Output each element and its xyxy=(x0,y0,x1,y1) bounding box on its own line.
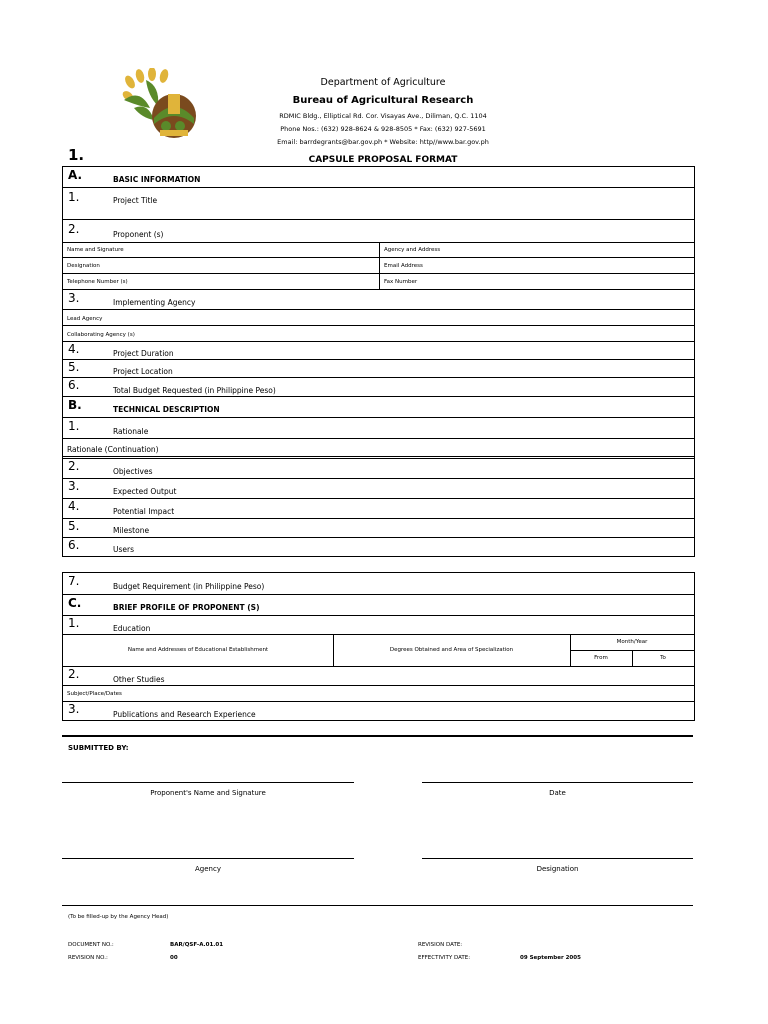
proponent-row xyxy=(63,220,694,243)
field-label: Total Budget Requested (in Philippine Peso) xyxy=(113,386,276,395)
name-signature-label: Name and Signature xyxy=(67,247,124,253)
project-duration-field[interactable] xyxy=(63,342,694,360)
email-address-label: Email Address xyxy=(384,263,423,269)
rev-no-value: 00 xyxy=(170,955,178,961)
proposal-form-part-2 xyxy=(62,572,695,721)
section-letter: C. xyxy=(68,596,82,610)
section-heading: BASIC INFORMATION xyxy=(113,175,201,184)
column-divider xyxy=(379,243,380,257)
section-b-header xyxy=(63,397,694,418)
designation-caption: Designation xyxy=(536,865,579,873)
proposal-form-part-1 xyxy=(62,166,695,557)
proponent-telephone-row[interactable] xyxy=(63,274,694,290)
submitted-divider xyxy=(62,735,693,737)
column-divider xyxy=(379,258,380,273)
field-label: Rationale (Continuation) xyxy=(67,445,159,454)
milestone-field[interactable] xyxy=(63,519,694,538)
field-label: Implementing Agency xyxy=(113,298,196,307)
degrees-column-header: Degrees Obtained and Area of Specialization xyxy=(389,647,514,653)
agency-address-label: Agency and Address xyxy=(384,247,441,253)
field-label: Rationale xyxy=(113,427,149,436)
bar-logo xyxy=(120,68,200,140)
item-number: 3. xyxy=(68,702,80,716)
section-heading: BRIEF PROFILE OF PROPONENT (S) xyxy=(113,603,260,612)
field-label: Project Location xyxy=(113,367,173,376)
fax-label: Fax Number xyxy=(384,279,418,285)
field-label: Budget Requirement (in Philippine Peso) xyxy=(113,582,265,591)
bureau-name: Bureau of Agricultural Research xyxy=(292,95,474,106)
subject-place-dates-label: Subject/Place/Dates xyxy=(67,691,122,697)
field-label: Other Studies xyxy=(113,675,165,684)
lead-agency-row[interactable] xyxy=(63,310,694,326)
project-title-field[interactable] xyxy=(63,188,694,220)
designation-line[interactable] xyxy=(422,858,693,859)
date-caption: Date xyxy=(549,789,566,797)
telephone-label: Telephone Number (s) xyxy=(67,279,128,285)
section-heading: TECHNICAL DESCRIPTION xyxy=(113,405,220,414)
item-number: 2. xyxy=(68,459,80,473)
agency-caption: Agency xyxy=(195,865,221,873)
rev-no-label: REVISION NO.: xyxy=(68,955,108,961)
field-label: Project Title xyxy=(113,196,158,205)
proponent-signature-line[interactable] xyxy=(62,782,354,783)
submitted-by-heading: SUBMITTED BY: xyxy=(68,744,129,752)
rationale-continuation-field[interactable] xyxy=(63,439,694,459)
potential-impact-field[interactable] xyxy=(63,499,694,519)
section-c-header xyxy=(63,595,694,616)
field-label: Objectives xyxy=(113,467,153,476)
collaborating-agency-label: Collaborating Agency (s) xyxy=(67,332,135,338)
item-number: 1. xyxy=(68,616,80,630)
proponent-name-row[interactable] xyxy=(63,243,694,258)
item-number: 3. xyxy=(68,479,80,493)
total-budget-field[interactable] xyxy=(63,378,694,397)
form-title: CAPSULE PROPOSAL FORMAT xyxy=(308,155,458,165)
education-row xyxy=(63,616,694,635)
month-year-header xyxy=(570,635,694,651)
budget-requirement-field[interactable] xyxy=(63,573,694,595)
month-year-label: Month/Year xyxy=(616,639,648,645)
eff-date-label: EFFECTIVITY DATE: xyxy=(418,955,471,961)
section-a-header xyxy=(63,167,694,188)
doc-no-value: BAR/QSF-A.01.01 xyxy=(170,942,224,948)
item-number: 5. xyxy=(68,519,80,533)
proponent-caption: Proponent's Name and Signature xyxy=(150,789,266,797)
item-number: 2. xyxy=(68,222,80,236)
form-number: 1. xyxy=(68,146,85,164)
field-label: Education xyxy=(113,624,151,633)
item-number: 7. xyxy=(68,574,80,588)
education-table-header xyxy=(63,635,694,667)
item-number: 3. xyxy=(68,291,80,305)
collaborating-agency-row[interactable] xyxy=(63,326,694,342)
field-label: Users xyxy=(113,545,135,554)
subject-place-dates-row[interactable] xyxy=(63,686,694,702)
item-number: 1. xyxy=(68,190,80,204)
department-name: Department of Agriculture xyxy=(320,77,446,88)
project-location-field[interactable] xyxy=(63,360,694,378)
item-number: 5. xyxy=(68,360,80,374)
column-divider xyxy=(379,274,380,289)
bureau-email: Email: barrdegrants@bar.gov.ph * Website: http//www.bar.gov.ph xyxy=(277,138,489,146)
designation-label: Designation xyxy=(67,263,100,269)
agency-head-note: (To be filled-up by the Agency Head) xyxy=(68,914,169,920)
eff-date-value: 09 September 2005 xyxy=(520,955,581,961)
lead-agency-label: Lead Agency xyxy=(67,316,103,322)
section-letter: B. xyxy=(68,398,82,412)
users-field[interactable] xyxy=(63,538,694,557)
field-label: Milestone xyxy=(113,526,150,535)
proponent-designation-row[interactable] xyxy=(63,258,694,274)
field-label: Publications and Research Experience xyxy=(113,710,256,719)
agency-line[interactable] xyxy=(62,858,354,859)
to-column-header: To xyxy=(660,655,666,661)
rev-date-label: REVISION DATE: xyxy=(418,942,463,948)
other-studies-row xyxy=(63,667,694,686)
institution-column-header: Name and Addresses of Educational Establishment xyxy=(127,647,269,653)
implementing-agency-row xyxy=(63,290,694,310)
rationale-field[interactable] xyxy=(63,418,694,439)
field-label: Project Duration xyxy=(113,349,174,358)
field-label: Expected Output xyxy=(113,487,177,496)
field-label: Proponent (s) xyxy=(113,230,164,239)
item-number: 4. xyxy=(68,499,80,513)
footer-divider xyxy=(62,905,693,906)
item-number: 2. xyxy=(68,667,80,681)
bureau-address: RDMIC Bldg., Elliptical Rd. Cor. Visayas Ave., Diliman, Q.C. 1104 xyxy=(279,112,487,120)
date-line[interactable] xyxy=(422,782,693,783)
section-letter: A. xyxy=(68,168,83,182)
field-label: Potential Impact xyxy=(113,507,175,516)
item-number: 6. xyxy=(68,538,80,552)
objectives-field[interactable] xyxy=(63,459,694,479)
doc-no-label: DOCUMENT NO.: xyxy=(68,942,114,948)
from-column-header: From xyxy=(594,655,608,661)
item-number: 1. xyxy=(68,419,80,433)
publications-field[interactable] xyxy=(63,702,694,721)
bureau-phone: Phone Nos.: (632) 928-8624 & 928-8505 * Fax: (632) 927-5691 xyxy=(280,125,486,133)
item-number: 4. xyxy=(68,342,80,356)
expected-output-field[interactable] xyxy=(63,479,694,499)
item-number: 6. xyxy=(68,378,80,392)
